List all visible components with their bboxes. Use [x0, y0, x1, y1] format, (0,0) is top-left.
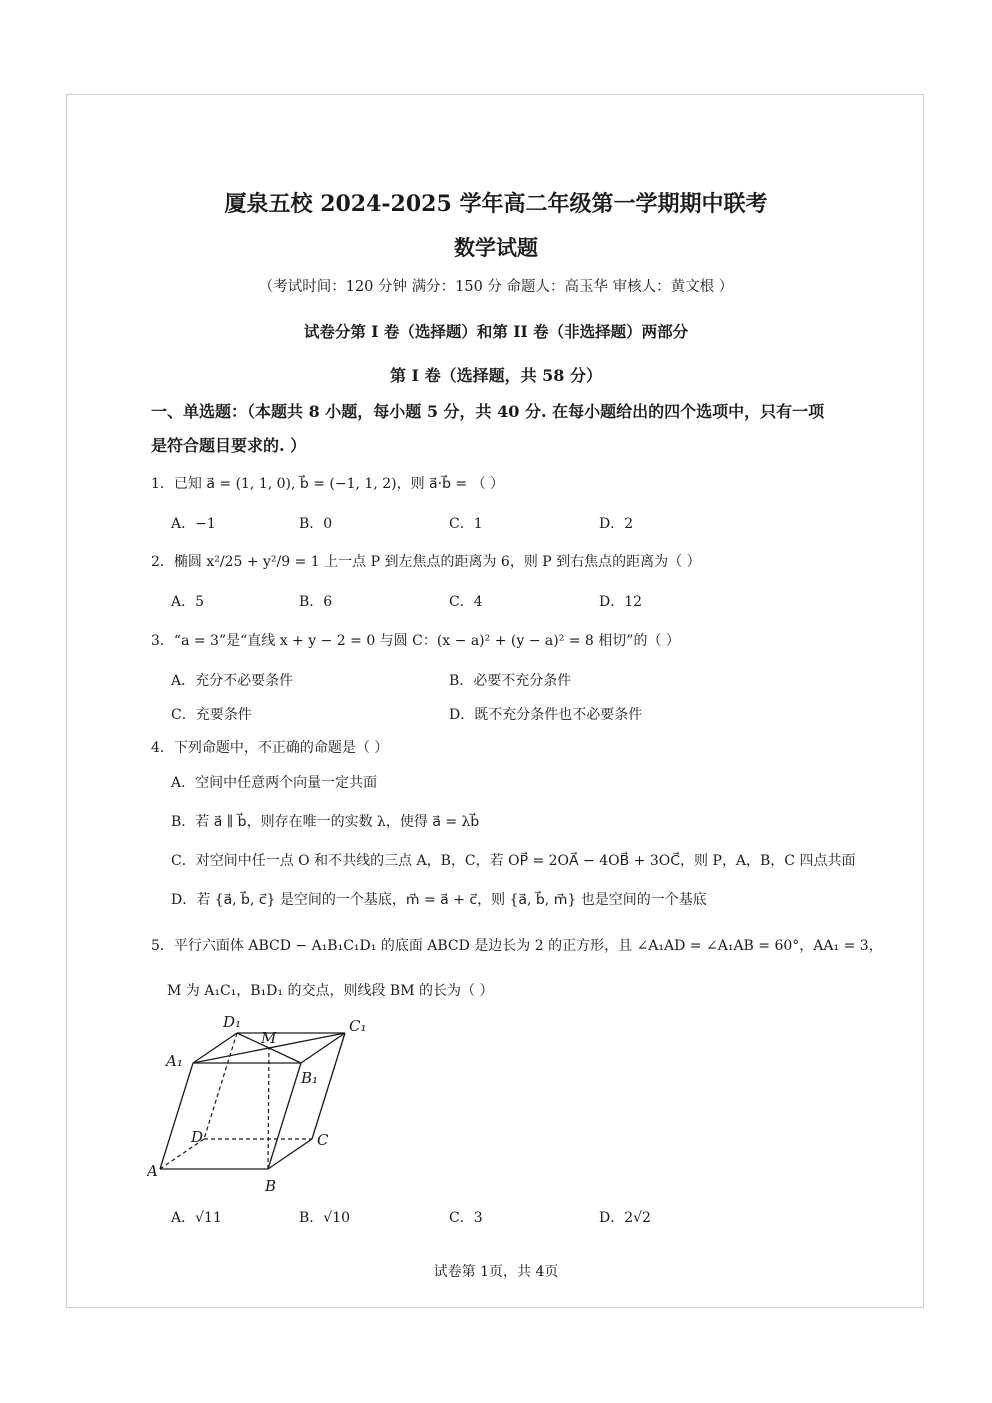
- q4-option-d: D．若 {a⃗, b⃗, c⃗} 是空间的一个基底，m⃗ = a⃗ + c⃗，则 {a⃗, b⃗, m⃗} 也是空间的一个基底: [171, 892, 707, 908]
- q1-option-d: D．2: [599, 516, 634, 532]
- section-heading-line1: 一、单选题：（本题共 8 小题，每小题 5 分，共 40 分. 在每小题给出的四个选项中，只有一项: [151, 402, 825, 421]
- q1-option-b: B．0: [299, 516, 333, 532]
- q5-option-a: A．√11: [171, 1210, 222, 1226]
- label-a: A: [147, 1162, 158, 1180]
- q1-option-c: C．1: [449, 516, 483, 532]
- edge-b-c: [268, 1139, 312, 1169]
- q4-option-a: A．空间中任意两个向量一定共面: [171, 775, 378, 791]
- part-one-heading: 第 I 卷（选择题，共 58 分）: [389, 366, 603, 385]
- parallelepiped-figure: [147, 1011, 377, 1201]
- q2-option-c: C．4: [449, 594, 483, 610]
- exam-info: （考试时间：120 分钟 满分：150 分 命题人：高玉华 审核人：黄文根 ）: [258, 279, 734, 295]
- exam-structure: 试卷分第 I 卷（选择题）和第 II 卷（非选择题）两部分: [303, 322, 689, 341]
- label-d: D: [191, 1128, 204, 1146]
- hidden-edge-d-d1: [204, 1033, 237, 1139]
- q5-option-c: C．3: [449, 1210, 483, 1226]
- edge-a-a1: [160, 1063, 193, 1169]
- q5-option-d: D．2√2: [599, 1210, 651, 1226]
- segment-bm: [268, 1048, 269, 1169]
- q3-option-d: D．既不充分条件也不必要条件: [449, 707, 643, 723]
- section-heading-line2: 是符合题目要求的. ）: [151, 436, 307, 455]
- question-4-stem: 4．下列命题中，不正确的命题是（ ）: [151, 740, 389, 756]
- question-2-stem: 2．椭圆 x²/25 + y²/9 = 1 上一点 P 到左焦点的距离为 6，则 P 到右焦点的距离为（ ）: [151, 554, 701, 570]
- label-d1: D₁: [223, 1013, 242, 1031]
- label-a1: A₁: [166, 1052, 183, 1070]
- q3-option-a: A．充分不必要条件: [171, 673, 294, 689]
- page-footer: 试卷第 1页，共 4页: [433, 1264, 559, 1280]
- exam-title: 厦泉五校 2024-2025 学年高二年级第一学期期中联考: [224, 191, 768, 217]
- question-5-stem-line1: 5．平行六面体 ABCD − A₁B₁C₁D₁ 的底面 ABCD 是边长为 2 的正方形，且 ∠A₁AD = ∠A₁AB = 60°，AA₁ = 3，: [151, 938, 883, 954]
- question-1-stem: 1．已知 a⃗ = (1, 1, 0), b⃗ = (−1, 1, 2)，则 a⃗·b⃗ = （ ）: [151, 476, 505, 492]
- q4-option-c: C．对空间中任一点 O 和不共线的三点 A，B，C，若 OP⃗ = 2OA⃗ − 4OB⃗ + 3OC⃗，则 P，A，B，C 四点共面: [171, 853, 856, 869]
- question-3-stem: 3．“a = 3”是“直线 x + y − 2 = 0 与圆 C：(x − a)² + (y − a)² = 8 相切”的（ ）: [151, 633, 680, 649]
- edge-b-b1: [268, 1063, 301, 1169]
- q5-option-b: B．√10: [299, 1210, 351, 1226]
- q1-option-a: A．−1: [171, 516, 216, 532]
- label-c1: C₁: [349, 1017, 367, 1035]
- q2-option-d: D．12: [599, 594, 643, 610]
- q2-option-b: B．6: [299, 594, 333, 610]
- q3-option-b: B．必要不充分条件: [449, 673, 572, 689]
- subject-title: 数学试题: [454, 235, 538, 260]
- q2-option-a: A．5: [171, 594, 205, 610]
- q4-option-b: B．若 a⃗ ∥ b⃗，则存在唯一的实数 λ，使得 a⃗ = λb⃗: [171, 814, 480, 830]
- exam-page: [66, 94, 924, 1308]
- question-5-stem-line2: M 为 A₁C₁，B₁D₁ 的交点，则线段 BM 的长为（ ）: [167, 983, 494, 999]
- q3-option-c: C．充要条件: [171, 707, 252, 723]
- label-b1: B₁: [301, 1069, 319, 1087]
- label-c: C: [317, 1131, 329, 1149]
- label-m: M: [261, 1029, 277, 1047]
- label-b: B: [265, 1177, 277, 1195]
